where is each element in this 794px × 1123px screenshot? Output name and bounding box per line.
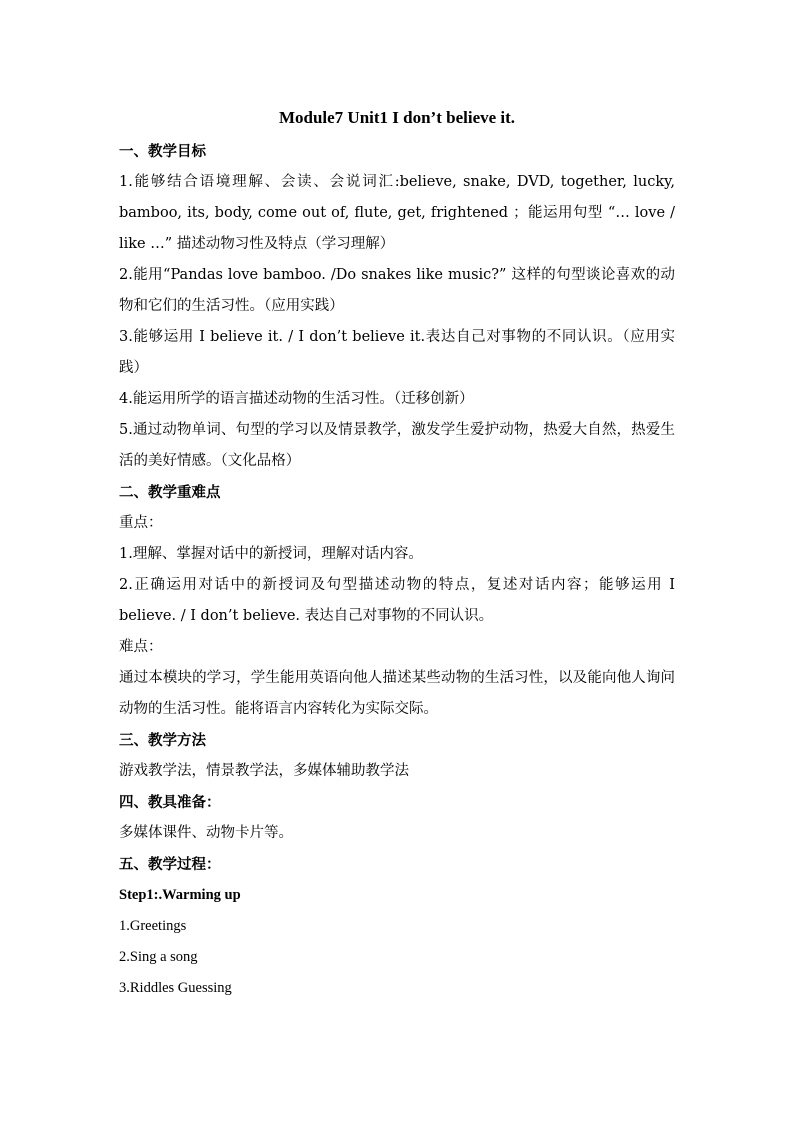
step1-item-1: 1.Greetings xyxy=(119,918,187,934)
objective-1: 1.能够结合语境理解、会读、会说词汇:believe, snake, DVD, together, lucky, bamboo, its, body, come out of, flute, get, frightened ；能运用句型 “… love / like …” 描述动物习性及特点（学习理解） xyxy=(119,174,675,252)
section-heading-key-points: 二、教学重难点 xyxy=(119,484,221,501)
section-heading-materials: 四、教具准备： xyxy=(119,794,221,811)
objective-3: 3.能够运用 I believe it. / I don’t believe it.表达自己对事物的不同认识。（应用实践） xyxy=(119,329,675,376)
section-heading-methods: 三、教学方法 xyxy=(119,732,206,749)
page-title: Module7 Unit1 I don’t believe it. xyxy=(278,108,516,127)
difficulty-1: 通过本模块的学习，学生能用英语向他人描述某些动物的生活习性，以及能向他人询问动物的生活习性。能将语言内容转化为实际交际。 xyxy=(119,670,675,717)
step1-item-2: 2.Sing a song xyxy=(119,949,198,965)
objective-2: 2.能用“Pandas love bamboo. /Do snakes like music?” 这样的句型谈论喜欢的动物和它们的生活习性。（应用实践） xyxy=(119,267,675,314)
objective-4: 4.能运用所学的语言描述动物的生活习性。（迁移创新） xyxy=(119,391,474,407)
section-heading-objectives: 一、教学目标 xyxy=(119,143,206,160)
objective-5: 5.通过动物单词、句型的学习以及情景教学，激发学生爱护动物，热爱大自然，热爱生活的美好情感。（文化品格） xyxy=(119,422,675,469)
difficulties-label: 难点： xyxy=(119,639,163,655)
document-content xyxy=(119,104,675,1004)
materials-text: 多媒体课件、动物卡片等。 xyxy=(119,825,293,841)
section-heading-process: 五、教学过程： xyxy=(119,856,221,873)
methods-text: 游戏教学法，情景教学法，多媒体辅助教学法 xyxy=(119,763,409,779)
key-point-2: 2.正确运用对话中的新授词及句型描述动物的特点，复述对话内容；能够运用 I believe. / I don’t believe. 表达自己对事物的不同认识。 xyxy=(119,577,675,624)
key-point-1: 1.理解、掌握对话中的新授词，理解对话内容。 xyxy=(119,546,423,562)
step1-heading: Step1:.Warming up xyxy=(119,887,241,903)
key-points-label: 重点： xyxy=(119,515,163,531)
step1-item-3: 3.Riddles Guessing xyxy=(119,980,232,996)
